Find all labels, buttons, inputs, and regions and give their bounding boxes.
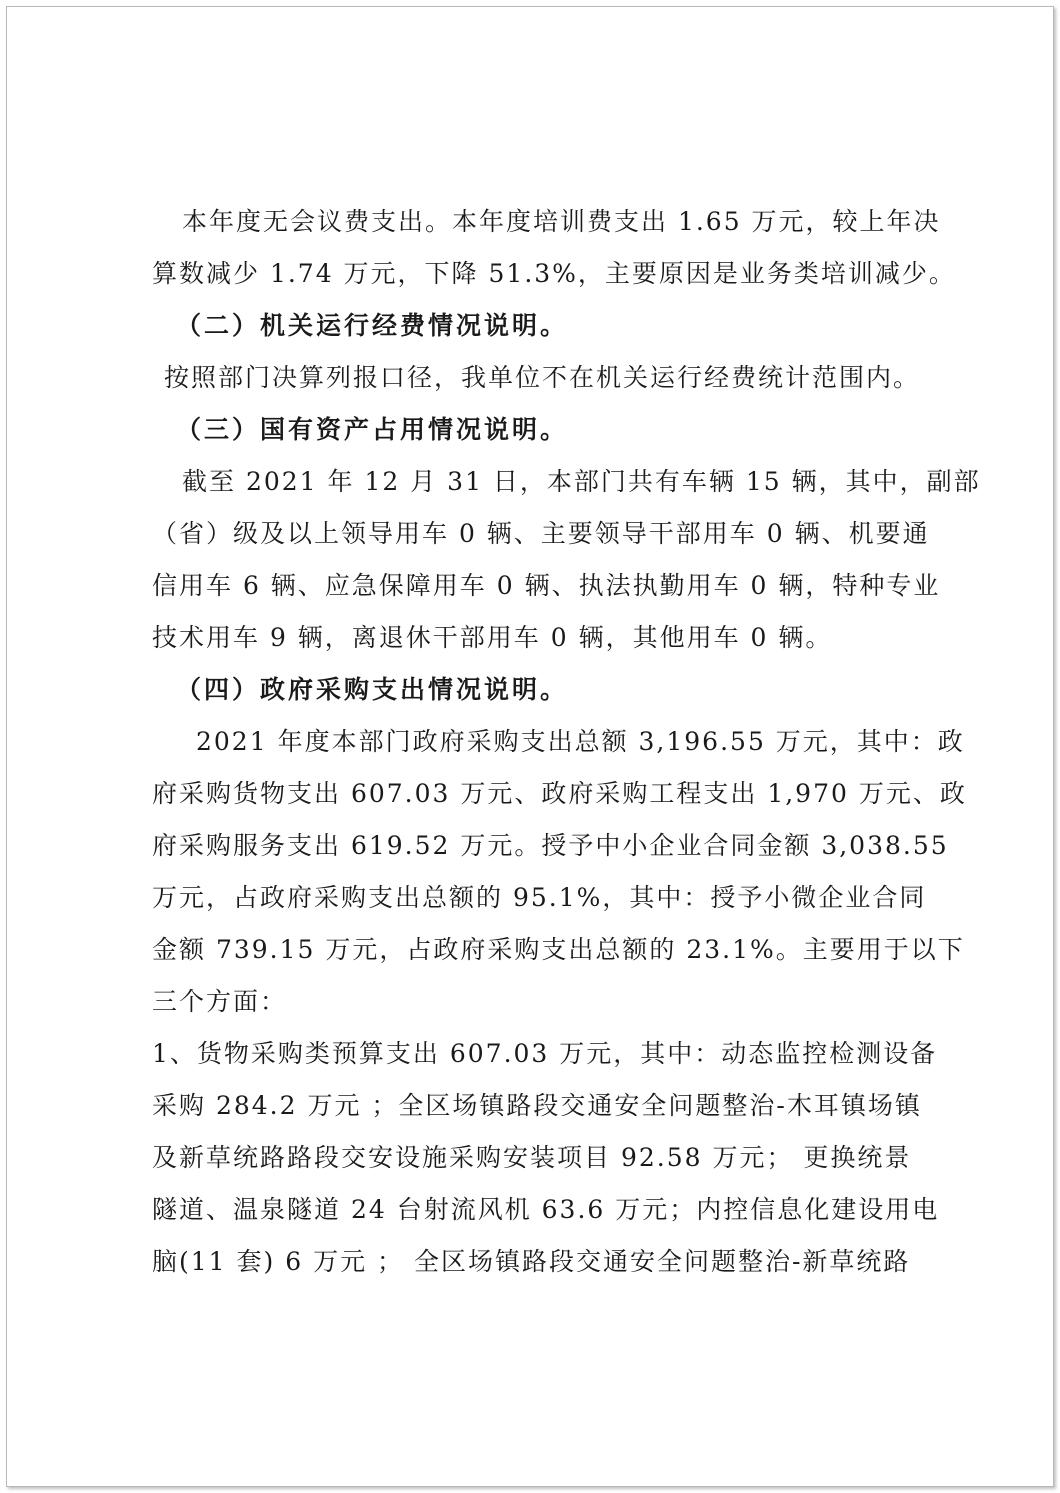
list-item-line: 脑(11 套) 6 万元 ； 全区场镇路段交通安全问题整治-新草统路 — [152, 1247, 911, 1276]
section-heading: （二）机关运行经费情况说明。 — [176, 311, 569, 340]
paragraph-line: （省）级及以上领导用车 0 辆、主要领导干部用车 0 辆、机要通 — [152, 519, 930, 548]
paragraph-line: 截至 2021 年 12 月 31 日，本部门共有车辆 15 辆，其中，副部 — [182, 467, 981, 496]
paragraph-line: 府采购货物支出 607.03 万元、政府采购工程支出 1,970 万元、政 — [152, 779, 967, 808]
section-heading: （四）政府采购支出情况说明。 — [176, 675, 569, 704]
page-frame — [6, 6, 1054, 1487]
list-item-line: 隧道、温泉隧道 24 台射流风机 63.6 万元；内控信息化建设用电 — [152, 1195, 940, 1224]
paragraph-line: 2021 年度本部门政府采购支出总额 3,196.55 万元，其中：政 — [196, 727, 965, 756]
paragraph-line: 技术用车 9 辆，离退休干部用车 0 辆，其他用车 0 辆。 — [152, 623, 833, 652]
paragraph-line: 本年度无会议费支出。本年度培训费支出 1.65 万元，较上年决 — [182, 207, 941, 236]
paragraph-line: 金额 739.15 万元，占政府采购支出总额的 23.1%。主要用于以下 — [152, 935, 965, 964]
section-heading: （三）国有资产占用情况说明。 — [176, 415, 569, 444]
paragraph-line: 算数减少 1.74 万元，下降 51.3%，主要原因是业务类培训减少。 — [152, 259, 956, 288]
paragraph-line: 万元，占政府采购支出总额的 95.1%，其中：授予小微企业合同 — [152, 883, 927, 912]
list-item-line: 采购 284.2 万元 ；全区场镇路段交通安全问题整治-木耳镇场镇 — [152, 1091, 922, 1120]
paragraph-line: 三个方面： — [152, 987, 288, 1016]
paragraph-line: 按照部门决算列报口径，我单位不在机关运行经费统计范围内。 — [164, 363, 921, 392]
paragraph-line: 府采购服务支出 619.52 万元。授予中小企业合同金额 3,038.55 — [152, 831, 949, 860]
list-item-line: 1、货物采购类预算支出 607.03 万元，其中：动态监控检测设备 — [152, 1039, 938, 1068]
paragraph-line: 信用车 6 辆、应急保障用车 0 辆、执法执勤用车 0 辆，特种专业 — [152, 571, 941, 600]
list-item-line: 及新草统路路段交安设施采购安装项目 92.58 万元； 更换统景 — [152, 1143, 912, 1172]
